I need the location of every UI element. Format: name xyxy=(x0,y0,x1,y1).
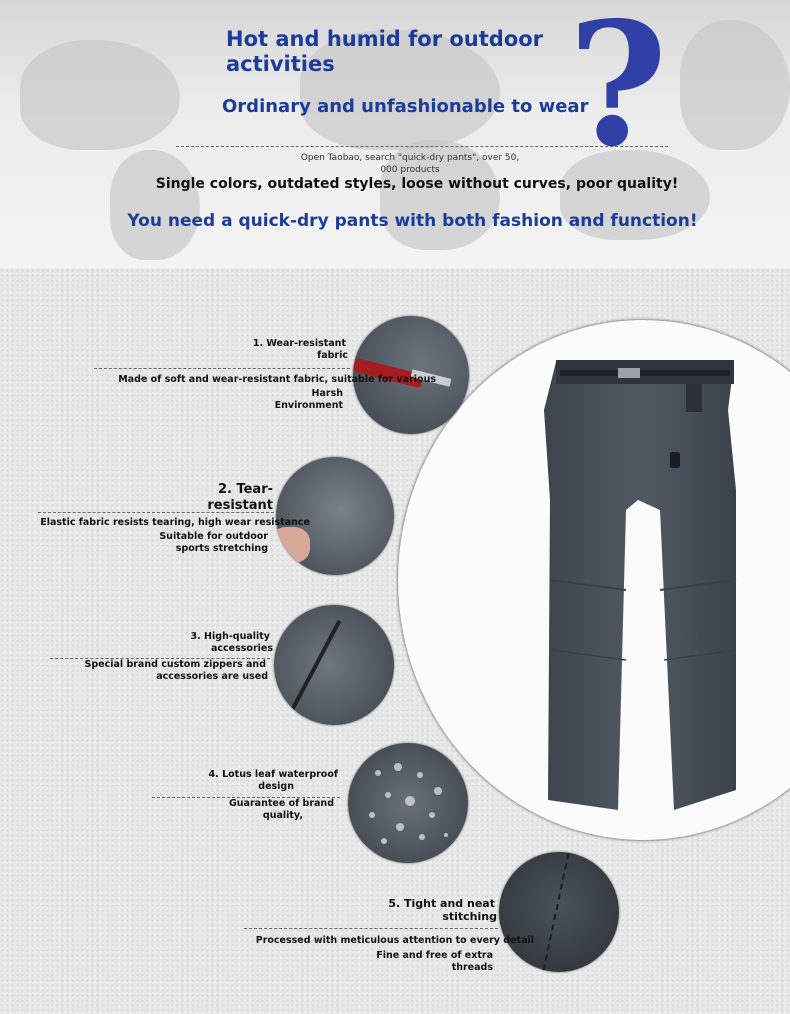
feature-5-title-line1: 5. Tight and neat xyxy=(388,897,495,910)
search-note-line2: 000 products xyxy=(380,165,440,175)
feature-1-divider xyxy=(94,368,350,369)
headline-line2: activities xyxy=(226,52,335,76)
feature-4-title-line2: design xyxy=(258,781,294,792)
world-map-shape xyxy=(110,150,200,260)
feature-5-desc-line2: Fine and free of extra xyxy=(376,950,493,961)
feature-3-title-line2: accessories xyxy=(211,643,273,654)
world-map-shape xyxy=(680,20,790,150)
banner xyxy=(0,0,790,268)
question-mark-icon: ? xyxy=(568,0,668,185)
feature-4-image xyxy=(348,743,468,863)
feature-1-title-line2: fabric xyxy=(317,350,348,361)
world-map-shape xyxy=(20,40,180,150)
feature-2-title-line2: resistant xyxy=(207,498,273,513)
feature-3-desc-line2: accessories are used xyxy=(156,671,268,682)
feature-5-desc-line3: threads xyxy=(451,962,493,973)
divider xyxy=(176,146,668,147)
headline-line1: Hot and humid for outdoor xyxy=(226,27,544,51)
feature-5-divider xyxy=(244,928,498,929)
solution-text: You need a quick-dry pants with both fashion and function! xyxy=(127,211,698,231)
feature-1-title-line1: 1. Wear-resistant xyxy=(252,338,346,349)
feature-2-image xyxy=(276,457,394,575)
feature-4-title-line1: 4. Lotus leaf waterproof xyxy=(208,769,338,780)
pants-image xyxy=(530,350,740,815)
subtitle: Ordinary and unfashionable to wear xyxy=(222,96,589,117)
complaint-text: Single colors, outdated styles, loose without curves, poor quality! xyxy=(155,176,679,192)
feature-5-image xyxy=(499,852,619,972)
feature-3-image xyxy=(274,605,394,725)
seam-shape xyxy=(543,853,570,971)
feature-1-desc-line2: Harsh xyxy=(311,388,343,399)
water-drops-icon xyxy=(348,743,468,863)
zipper-shape xyxy=(291,620,341,710)
feature-4-desc-line1: Guarantee of brand xyxy=(229,798,334,809)
search-note-line1: Open Taobao, search "quick-dry pants", over 50, xyxy=(300,153,520,163)
feature-1-desc-line3: Environment xyxy=(274,400,343,411)
feature-5-desc-line1: Processed with meticulous attention to every detail xyxy=(255,935,534,946)
feature-1-desc-line1: Made of soft and wear-resistant fabric, suitable for various xyxy=(118,374,436,385)
feature-4-desc-line2: quality, xyxy=(262,810,303,821)
feature-2-divider xyxy=(38,512,274,513)
feature-2-desc-line1: Elastic fabric resists tearing, high wear resistance xyxy=(40,517,310,528)
feature-2-desc-line2: Suitable for outdoor xyxy=(159,531,268,542)
feature-5-title-line2: stitching xyxy=(442,910,497,923)
hand-shape xyxy=(276,527,310,563)
feature-2-desc-line3: sports stretching xyxy=(175,543,268,554)
feature-3-desc-line1: Special brand custom zippers and xyxy=(84,659,266,670)
feature-2-title-line1: 2. Tear- xyxy=(217,482,273,497)
feature-3-title-line1: 3. High-quality xyxy=(190,631,270,642)
